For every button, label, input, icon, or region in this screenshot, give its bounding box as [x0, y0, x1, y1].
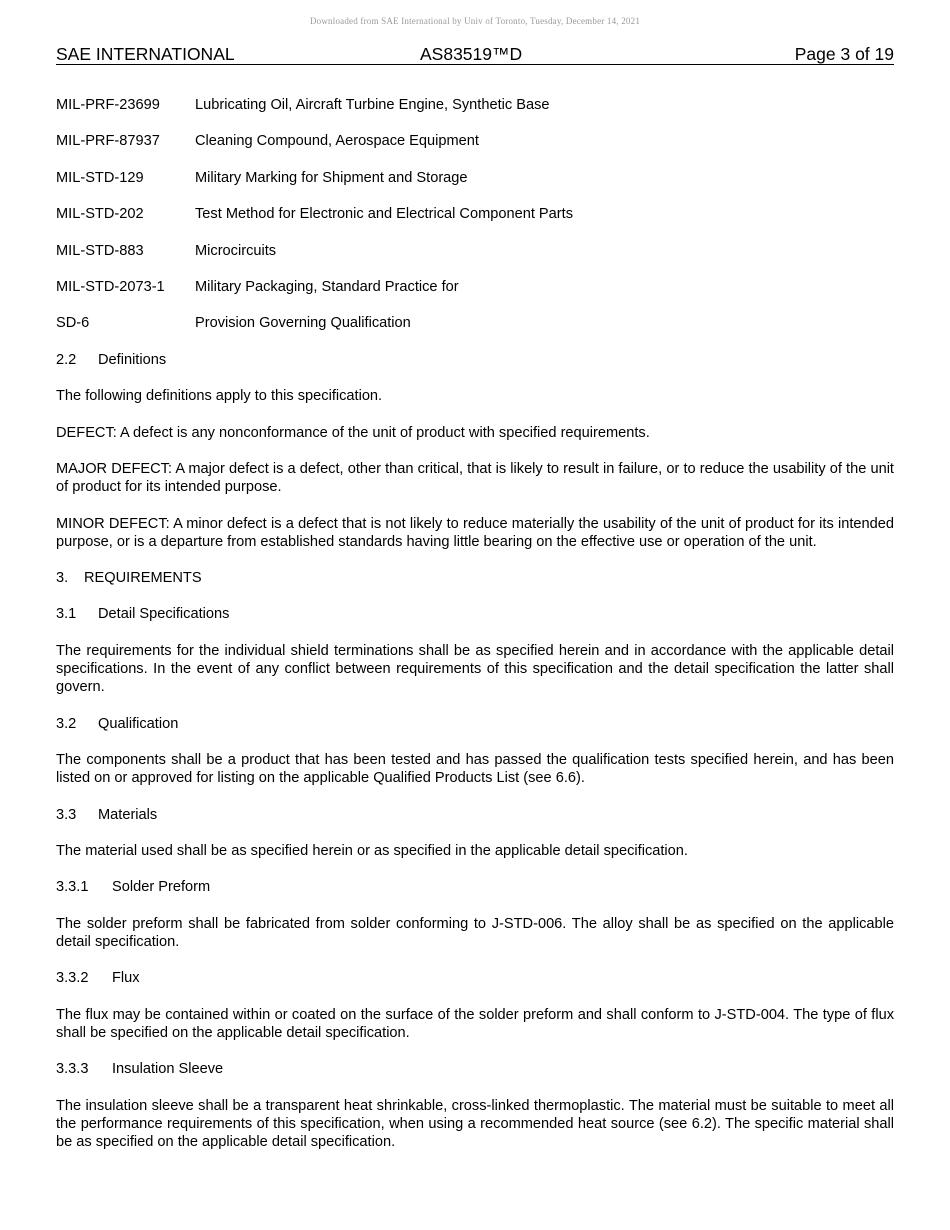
- section-title: Solder Preform: [112, 879, 211, 896]
- section-title: Flux: [112, 970, 140, 987]
- heading-3-requirements: [56, 569, 894, 587]
- solder-preform-text: The solder preform shall be fabricated from solder conforming to J-STD-006. The alloy shall be as specified on the applicable detail specification.: [56, 915, 894, 951]
- materials-text: The material used shall be as specified herein or as specified in the applicable detail specification.: [56, 843, 688, 860]
- reference-code: MIL-PRF-87937: [56, 133, 160, 150]
- section-title: Insulation Sleeve: [112, 1061, 224, 1078]
- reference-title: Lubricating Oil, Aircraft Turbine Engine, Synthetic Base: [195, 97, 550, 113]
- section-title: Definitions: [98, 351, 167, 368]
- reference-code: MIL-PRF-23699: [56, 97, 160, 113]
- section-number: 3.3.2: [56, 970, 89, 987]
- definitions-intro: The following definitions apply to this specification.: [56, 388, 383, 405]
- page-body: [56, 96, 894, 1170]
- header-org: SAE INTERNATIONAL: [56, 44, 235, 64]
- reference-code: MIL-STD-2073-1: [56, 278, 165, 295]
- section-number: 3.: [56, 570, 69, 587]
- major-defect-definition: MAJOR DEFECT: A major defect is a defect, other than critical, that is likely to result in failure, or to reduce the usability of the unit of product for its intended purpose.: [56, 460, 894, 496]
- reference-row: [56, 132, 894, 150]
- reference-code: MIL-STD-883: [56, 242, 144, 259]
- reference-code: SD-6: [56, 315, 90, 332]
- section-number: 3.2: [56, 715, 77, 732]
- reference-title: Military Marking for Shipment and Storage: [195, 169, 468, 186]
- download-watermark: Downloaded from SAE International by Univ of Toronto, Tuesday, December 14, 2021: [309, 16, 641, 26]
- reference-list: [56, 96, 894, 332]
- detail-specifications-text: The requirements for the individual shield terminations shall be as specified herein and in accordance with the applicable detail specifications. In the event of any conflict between requirements of this specification and the detail specification the latter shall govern.: [56, 642, 894, 696]
- insulation-sleeve-text: The insulation sleeve shall be a transparent heat shrinkable, cross-linked thermoplastic. The material must be suitable to meet all the performance requirements of this specification, when using a recommended heat source (see 6.2). The specific material shall be as specified on the applicable detail specification.: [56, 1097, 894, 1151]
- section-title: Detail Specifications: [98, 606, 230, 623]
- reference-row: [56, 96, 894, 114]
- page-header: [56, 44, 894, 65]
- reference-row: [56, 314, 894, 332]
- minor-defect-definition: MINOR DEFECT: A minor defect is a defect that is not likely to reduce materially the usability of the unit of product for its intended purpose, or is a departure from established standards having little bearing on the effective use or operation of the unit.: [56, 515, 894, 550]
- section-number: 3.3.1: [56, 879, 89, 896]
- reference-row: [56, 242, 894, 260]
- reference-title: Provision Governing Qualification: [195, 315, 411, 332]
- section-title: REQUIREMENTS: [84, 570, 202, 587]
- section-number: 3.3.3: [56, 1061, 89, 1078]
- section-title: Qualification: [98, 715, 179, 732]
- section-title: Materials: [98, 806, 158, 823]
- section-number: 3.3: [56, 806, 77, 823]
- reference-title: Cleaning Compound, Aerospace Equipment: [195, 133, 479, 150]
- heading-3-1-detail-specifications: [56, 605, 894, 623]
- reference-code: MIL-STD-129: [56, 169, 144, 186]
- heading-3-3-1-solder-preform: [56, 878, 894, 896]
- reference-title: Military Packaging, Standard Practice for: [195, 278, 459, 295]
- header-page-number: Page 3 of 19: [794, 44, 894, 64]
- reference-row: [56, 278, 894, 296]
- reference-title: Microcircuits: [195, 242, 277, 259]
- reference-title: Test Method for Electronic and Electrical Component Parts: [195, 206, 573, 223]
- heading-3-3-2-flux: [56, 969, 894, 987]
- reference-row: [56, 205, 894, 223]
- heading-2-2-definitions: [56, 351, 894, 369]
- reference-code: MIL-STD-202: [56, 206, 144, 223]
- heading-3-3-materials: [56, 806, 894, 824]
- flux-text: The flux may be contained within or coated on the surface of the solder preform and shall conform to J-STD-004. The type of flux shall be specified on the applicable detail specification.: [56, 1006, 894, 1042]
- heading-3-3-3-insulation-sleeve: [56, 1060, 894, 1078]
- qualification-text: The components shall be a product that has been tested and has passed the qualification tests specified herein, and has been listed on or approved for listing on the applicable Qualified Products List (see 6.6).: [56, 752, 894, 787]
- reference-row: [56, 169, 894, 187]
- defect-definition: DEFECT: A defect is any nonconformance of the unit of product with specified requirements.: [56, 424, 650, 441]
- heading-3-2-qualification: [56, 715, 894, 733]
- section-number: 2.2: [56, 351, 77, 368]
- section-number: 3.1: [56, 606, 77, 623]
- header-doc-id: AS83519™D: [420, 44, 523, 64]
